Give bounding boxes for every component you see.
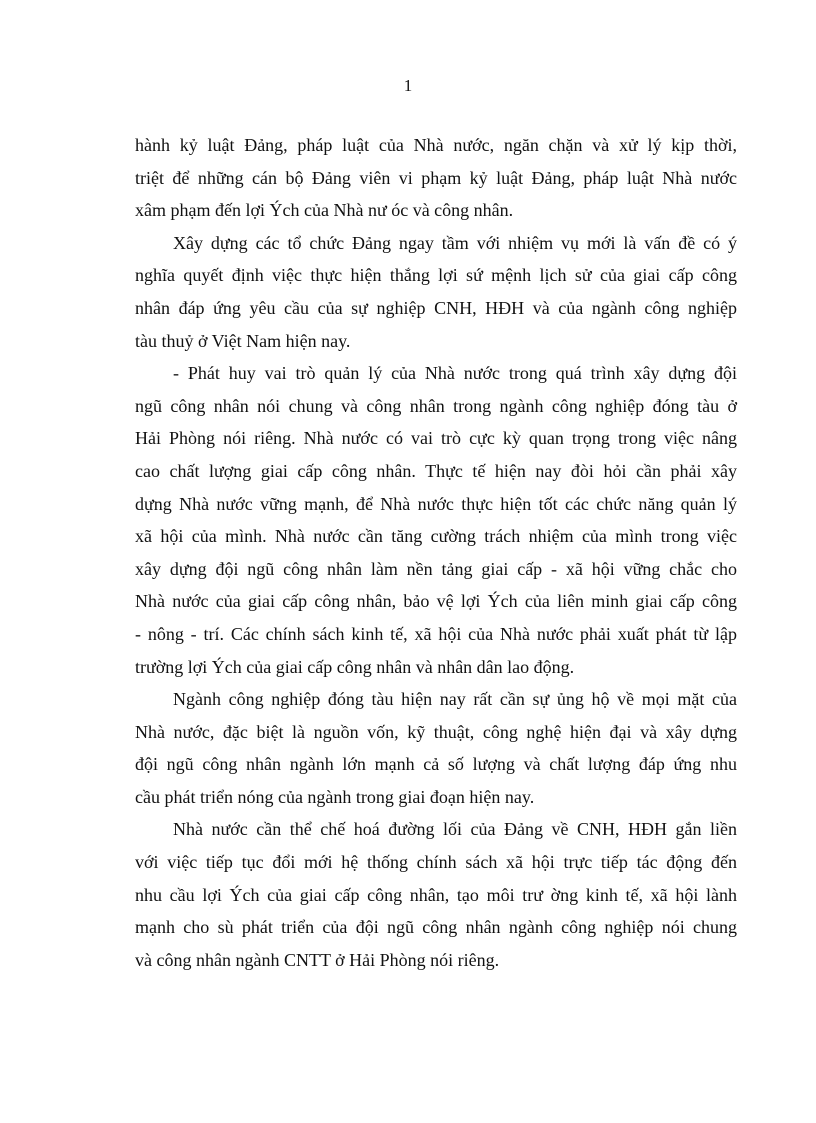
text-line: nhân đáp ứng yêu cầu của sự nghiệp CNH, HĐH và của ngành công nghiệp	[135, 297, 737, 318]
text-line: ngũ công nhân nói chung và công nhân trong ngành công nghiệp đóng tàu ở	[135, 395, 737, 416]
text-line: và công nhân ngành CNTT ở Hải Phòng nói riêng.	[135, 949, 500, 970]
text-line: xây dựng đội ngũ công nhân làm nền tảng giai cấp - xã hội vững chắc cho	[135, 558, 737, 579]
text-line: với việc tiếp tục đổi mới hệ thống chính sách xã hội trực tiếp tác động đến	[135, 852, 737, 873]
text-line: Hải Phòng nói riêng. Nhà nước có vai trò cực kỳ quan trọng trong việc nâng	[135, 428, 737, 449]
text-line: Nhà nước cần thể chế hoá đường lối của Đảng về CNH, HĐH gắn liền	[173, 819, 737, 840]
text-line: cao chất lượng giai cấp công nhân. Thực tế hiện nay đòi hỏi cần phải xây	[135, 460, 737, 481]
page-number: 1	[403, 76, 413, 95]
text-line: - Phát huy vai trò quản lý của Nhà nước trong quá trình xây dựng đội	[173, 363, 737, 384]
text-line: cầu phát triển nóng của ngành trong giai đoạn hiện nay.	[135, 786, 535, 807]
text-line: đội ngũ công nhân ngành lớn mạnh cả số lượng và chất lượng đáp ứng nhu	[135, 754, 737, 775]
text-line: dựng Nhà nước vững mạnh, để Nhà nước thực hiện tốt các chức năng quản lý	[135, 493, 737, 514]
text-line: Nhà nước, đặc biệt là nguồn vốn, kỹ thuật, công nghệ hiện đại và xây dựng	[135, 721, 737, 742]
text-line: nghĩa quyết định việc thực hiện thắng lợi sứ mệnh lịch sử của giai cấp công	[135, 265, 737, 286]
text-line: nhu cầu lợi Ých của giai cấp công nhân, tạo môi trư ờng kinh tế, xã hội lành	[135, 884, 737, 905]
paragraph-5	[135, 813, 737, 976]
text-line: xã hội của mình. Nhà nước cần tăng cường trách nhiệm của mình trong việc	[135, 526, 737, 547]
text-line: triệt để những cán bộ Đảng viên vi phạm kỷ luật Đảng, pháp luật Nhà nước	[135, 167, 737, 188]
text-line: Ngành công nghiệp đóng tàu hiện nay rất cần sự ủng hộ về mọi mặt của	[173, 689, 737, 710]
text-line: Xây dựng các tổ chức Đảng ngay tầm với nhiệm vụ mới là vấn đề có ý	[173, 232, 737, 253]
text-line: trường lợi Ých của giai cấp công nhân và nhân dân lao động.	[135, 656, 575, 677]
text-line: hành kỷ luật Đảng, pháp luật của Nhà nước, ngăn chặn và xử lý kịp thời,	[135, 135, 737, 155]
paragraph-3	[135, 357, 737, 683]
document-body	[135, 129, 737, 976]
text-line: tàu thuỷ ở Việt Nam hiện nay.	[135, 330, 351, 351]
text-line: xâm phạm đến lợi Ých của Nhà nư óc và công nhân.	[135, 200, 514, 221]
paragraph-1	[135, 129, 737, 227]
paragraph-4	[135, 683, 737, 813]
text-line: Nhà nước của giai cấp công nhân, bảo vệ lợi Ých của liên minh giai cấp công	[135, 591, 737, 612]
text-line: mạnh cho sù phát triển của đội ngũ công nhân ngành công nghiệp nói chung	[135, 917, 737, 938]
paragraph-2	[135, 227, 737, 357]
text-line: - nông - trí. Các chính sách kinh tế, xã hội của Nhà nước phải xuất phát từ lập	[135, 623, 737, 644]
